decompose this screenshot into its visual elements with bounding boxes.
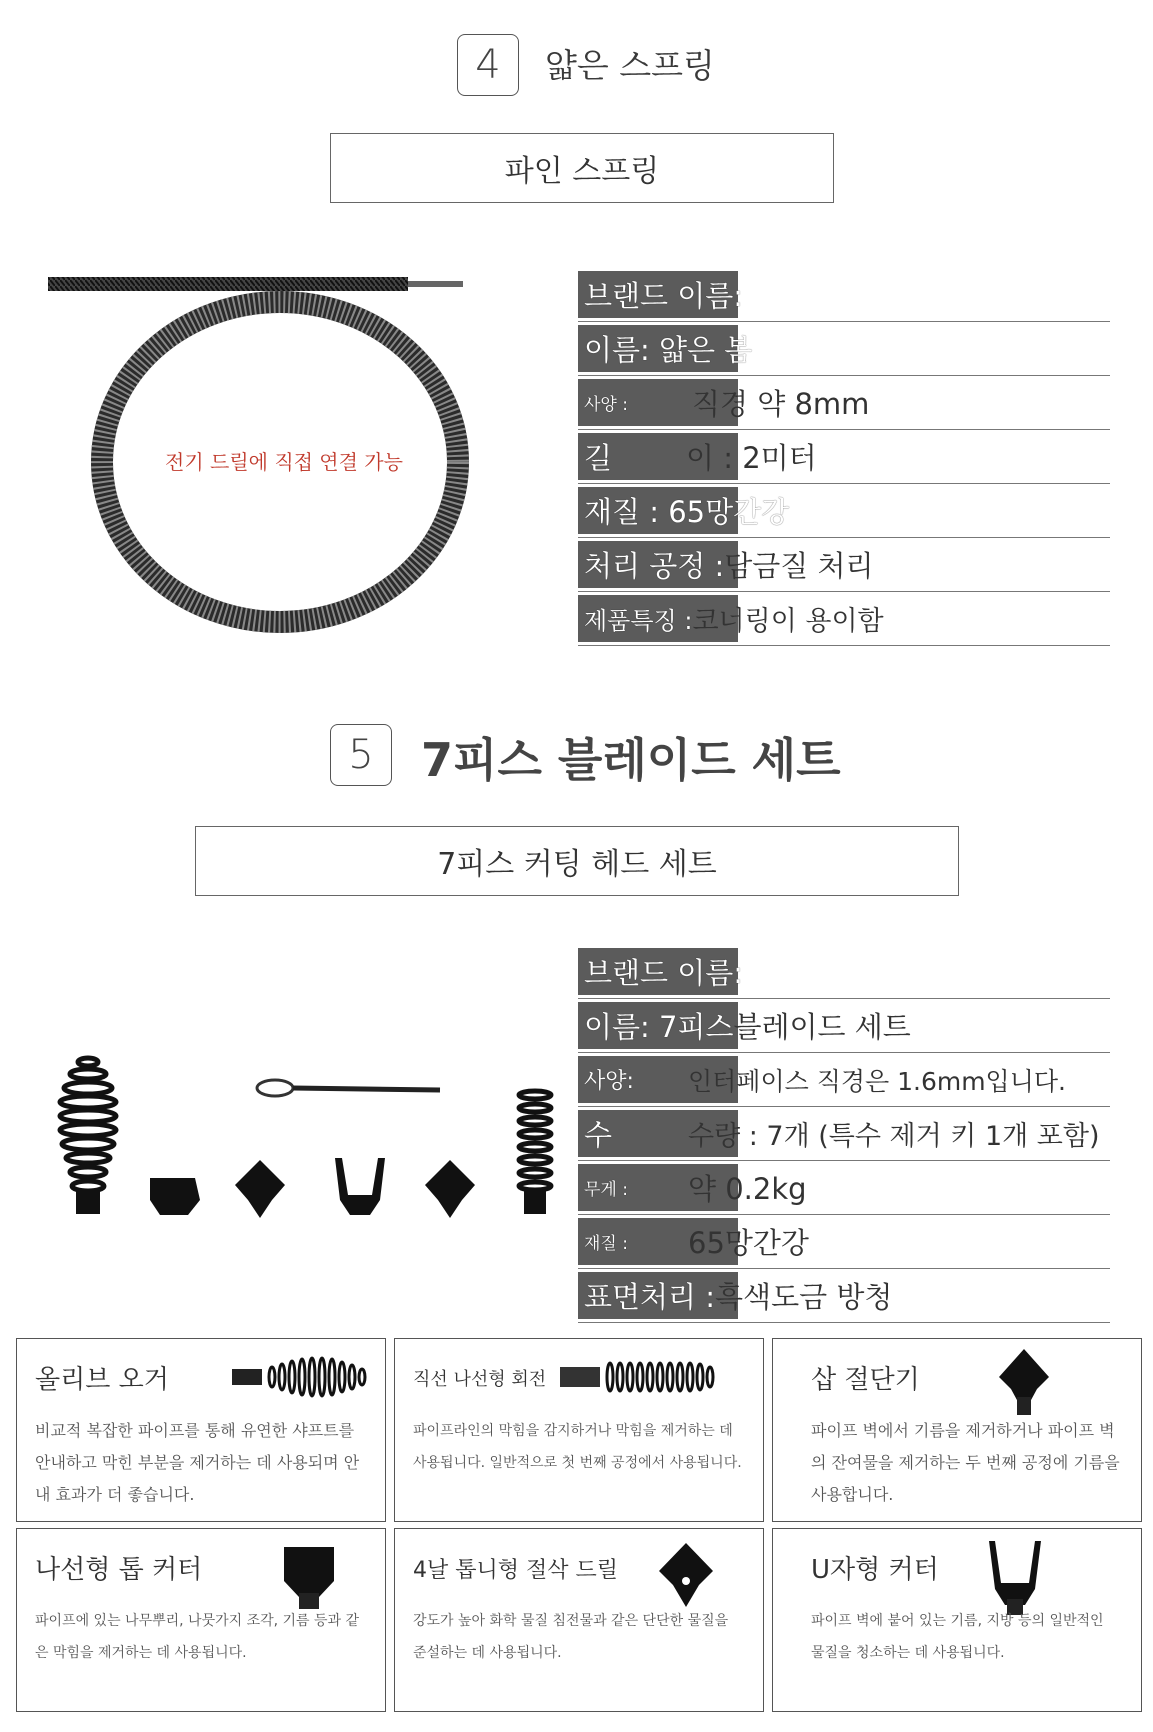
spec-value: 65망간강 (688, 1226, 809, 1260)
spec-table-thin-spring (578, 268, 1110, 646)
card-title: 올리브 오거 (35, 1365, 169, 1395)
spec-row-quantity (578, 1107, 1110, 1161)
subtitle-box-cutting-head-set: 7피스 커팅 헤드 세트 (195, 826, 959, 896)
spec-value: 이 : 2미터 (686, 441, 817, 475)
olive-auger-icon (232, 1355, 372, 1399)
spec-value: 약 0.2kg (688, 1172, 807, 1206)
card-description: 파이프라인의 막힘을 감지하거나 막힘을 제거하는 데 사용됩니다. 일반적으로 첫 번째 공정에서 사용됩니다. (413, 1423, 742, 1471)
spiral-saw-cutter-icon (279, 1541, 339, 1611)
spec-row-spec (578, 1053, 1110, 1107)
spec-label: 재질 : (584, 1234, 628, 1254)
spec-label: 무게 : (584, 1180, 628, 1200)
spring-image-caption: 전기 드릴에 직접 연결 가능 (165, 450, 403, 474)
spec-row-surface (578, 1269, 1110, 1323)
spec-label: 브랜드 이름: (584, 956, 744, 990)
spec-row-feature (578, 592, 1110, 646)
card-description: 강도가 높아 화학 물질 침전물과 같은 단단한 물질을 준설하는 데 사용됩니다. (413, 1613, 729, 1661)
card-description: 파이프에 있는 나무뿌리, 나뭇가지 조각, 기름 등과 같은 막힘을 제거하는 데 사용됩니다. (35, 1613, 360, 1661)
spec-label: 이름: 7피스 (584, 1010, 734, 1044)
spec-label: 사양: (584, 1069, 634, 1094)
spec-value: 직경 약 8mm (692, 387, 870, 421)
card-straight-spiral (394, 1338, 764, 1522)
blade-set-image (50, 1050, 570, 1260)
spec-row-length (578, 430, 1110, 484)
section-title-blade-set: 7피스 블레이드 세트 (421, 733, 841, 787)
card-description: 비교적 복잡한 파이프를 통해 유연한 샤프트를 안내하고 막힌 부분을 제거하는 데 사용되며 안내 효과가 더 좋습니다. (35, 1421, 360, 1504)
card-four-blade-drill (394, 1528, 764, 1712)
spade-cutter-icon (995, 1347, 1053, 1419)
spec-value: 코너링이 용이함 (692, 606, 884, 637)
card-spade-cutter (772, 1338, 1142, 1522)
spec-row-brand (578, 945, 1110, 999)
card-description: 파이프 벽에 붙어 있는 기름, 지방 등의 일반적인 물질을 청소하는 데 사용됩니다. (811, 1613, 1104, 1661)
spec-row-brand (578, 268, 1110, 322)
spec-value: 블레이드 세트 (733, 1010, 911, 1044)
spec-label: 제품특징 : (584, 607, 693, 635)
spec-label: 길 (584, 441, 613, 475)
card-title: U자형 커터 (811, 1555, 939, 1585)
spec-value: 인터페이스 직경은 1.6mm입니다. (688, 1066, 1066, 1096)
spec-label: 재질 : 65망간강 (584, 495, 790, 529)
spec-row-material (578, 484, 1110, 538)
spec-label: 이름: 얇은 봄 (584, 333, 753, 367)
spec-row-name (578, 999, 1110, 1053)
card-u-cutter (772, 1528, 1142, 1712)
card-spiral-saw-cutter (16, 1528, 386, 1712)
card-title: 직선 나선형 회전 (413, 1369, 547, 1390)
spec-value: 수량 : 7개 (특수 제거 키 1개 포함) (688, 1121, 1100, 1152)
card-title: 삽 절단기 (811, 1365, 920, 1395)
section-number-4: 4 (457, 34, 519, 96)
spec-row-weight (578, 1161, 1110, 1215)
spec-row-name (578, 322, 1110, 376)
subtitle-box-fine-spring: 파인 스프링 (330, 133, 834, 203)
four-blade-drill-icon (655, 1541, 717, 1613)
spec-label: 사양 : (584, 395, 628, 415)
section-title-thin-spring: 얇은 스프링 (545, 46, 715, 85)
section-number-5: 5 (330, 724, 392, 786)
spec-label: 표면처리 : (584, 1280, 716, 1314)
spec-table-blade-set (578, 945, 1110, 1323)
straight-spiral-icon (560, 1355, 725, 1399)
spec-row-spec (578, 376, 1110, 430)
spec-label: 수 (584, 1118, 613, 1152)
spec-label: 브랜드 이름: (584, 279, 744, 313)
card-olive-auger (16, 1338, 386, 1522)
spec-row-material (578, 1215, 1110, 1269)
spec-value: 담금질 처리 (724, 549, 874, 583)
spec-value: 흑색도금 방청 (715, 1280, 893, 1314)
spec-label: 처리 공정 : (584, 549, 725, 583)
spec-row-process (578, 538, 1110, 592)
card-title: 나선형 톱 커터 (35, 1555, 203, 1585)
card-title: 4날 톱니형 절삭 드릴 (413, 1558, 618, 1583)
card-description: 파이프 벽에서 기름을 제거하거나 파이프 벽의 잔여물을 제거하는 두 번째 공정에 기름을 사용합니다. (811, 1421, 1120, 1504)
